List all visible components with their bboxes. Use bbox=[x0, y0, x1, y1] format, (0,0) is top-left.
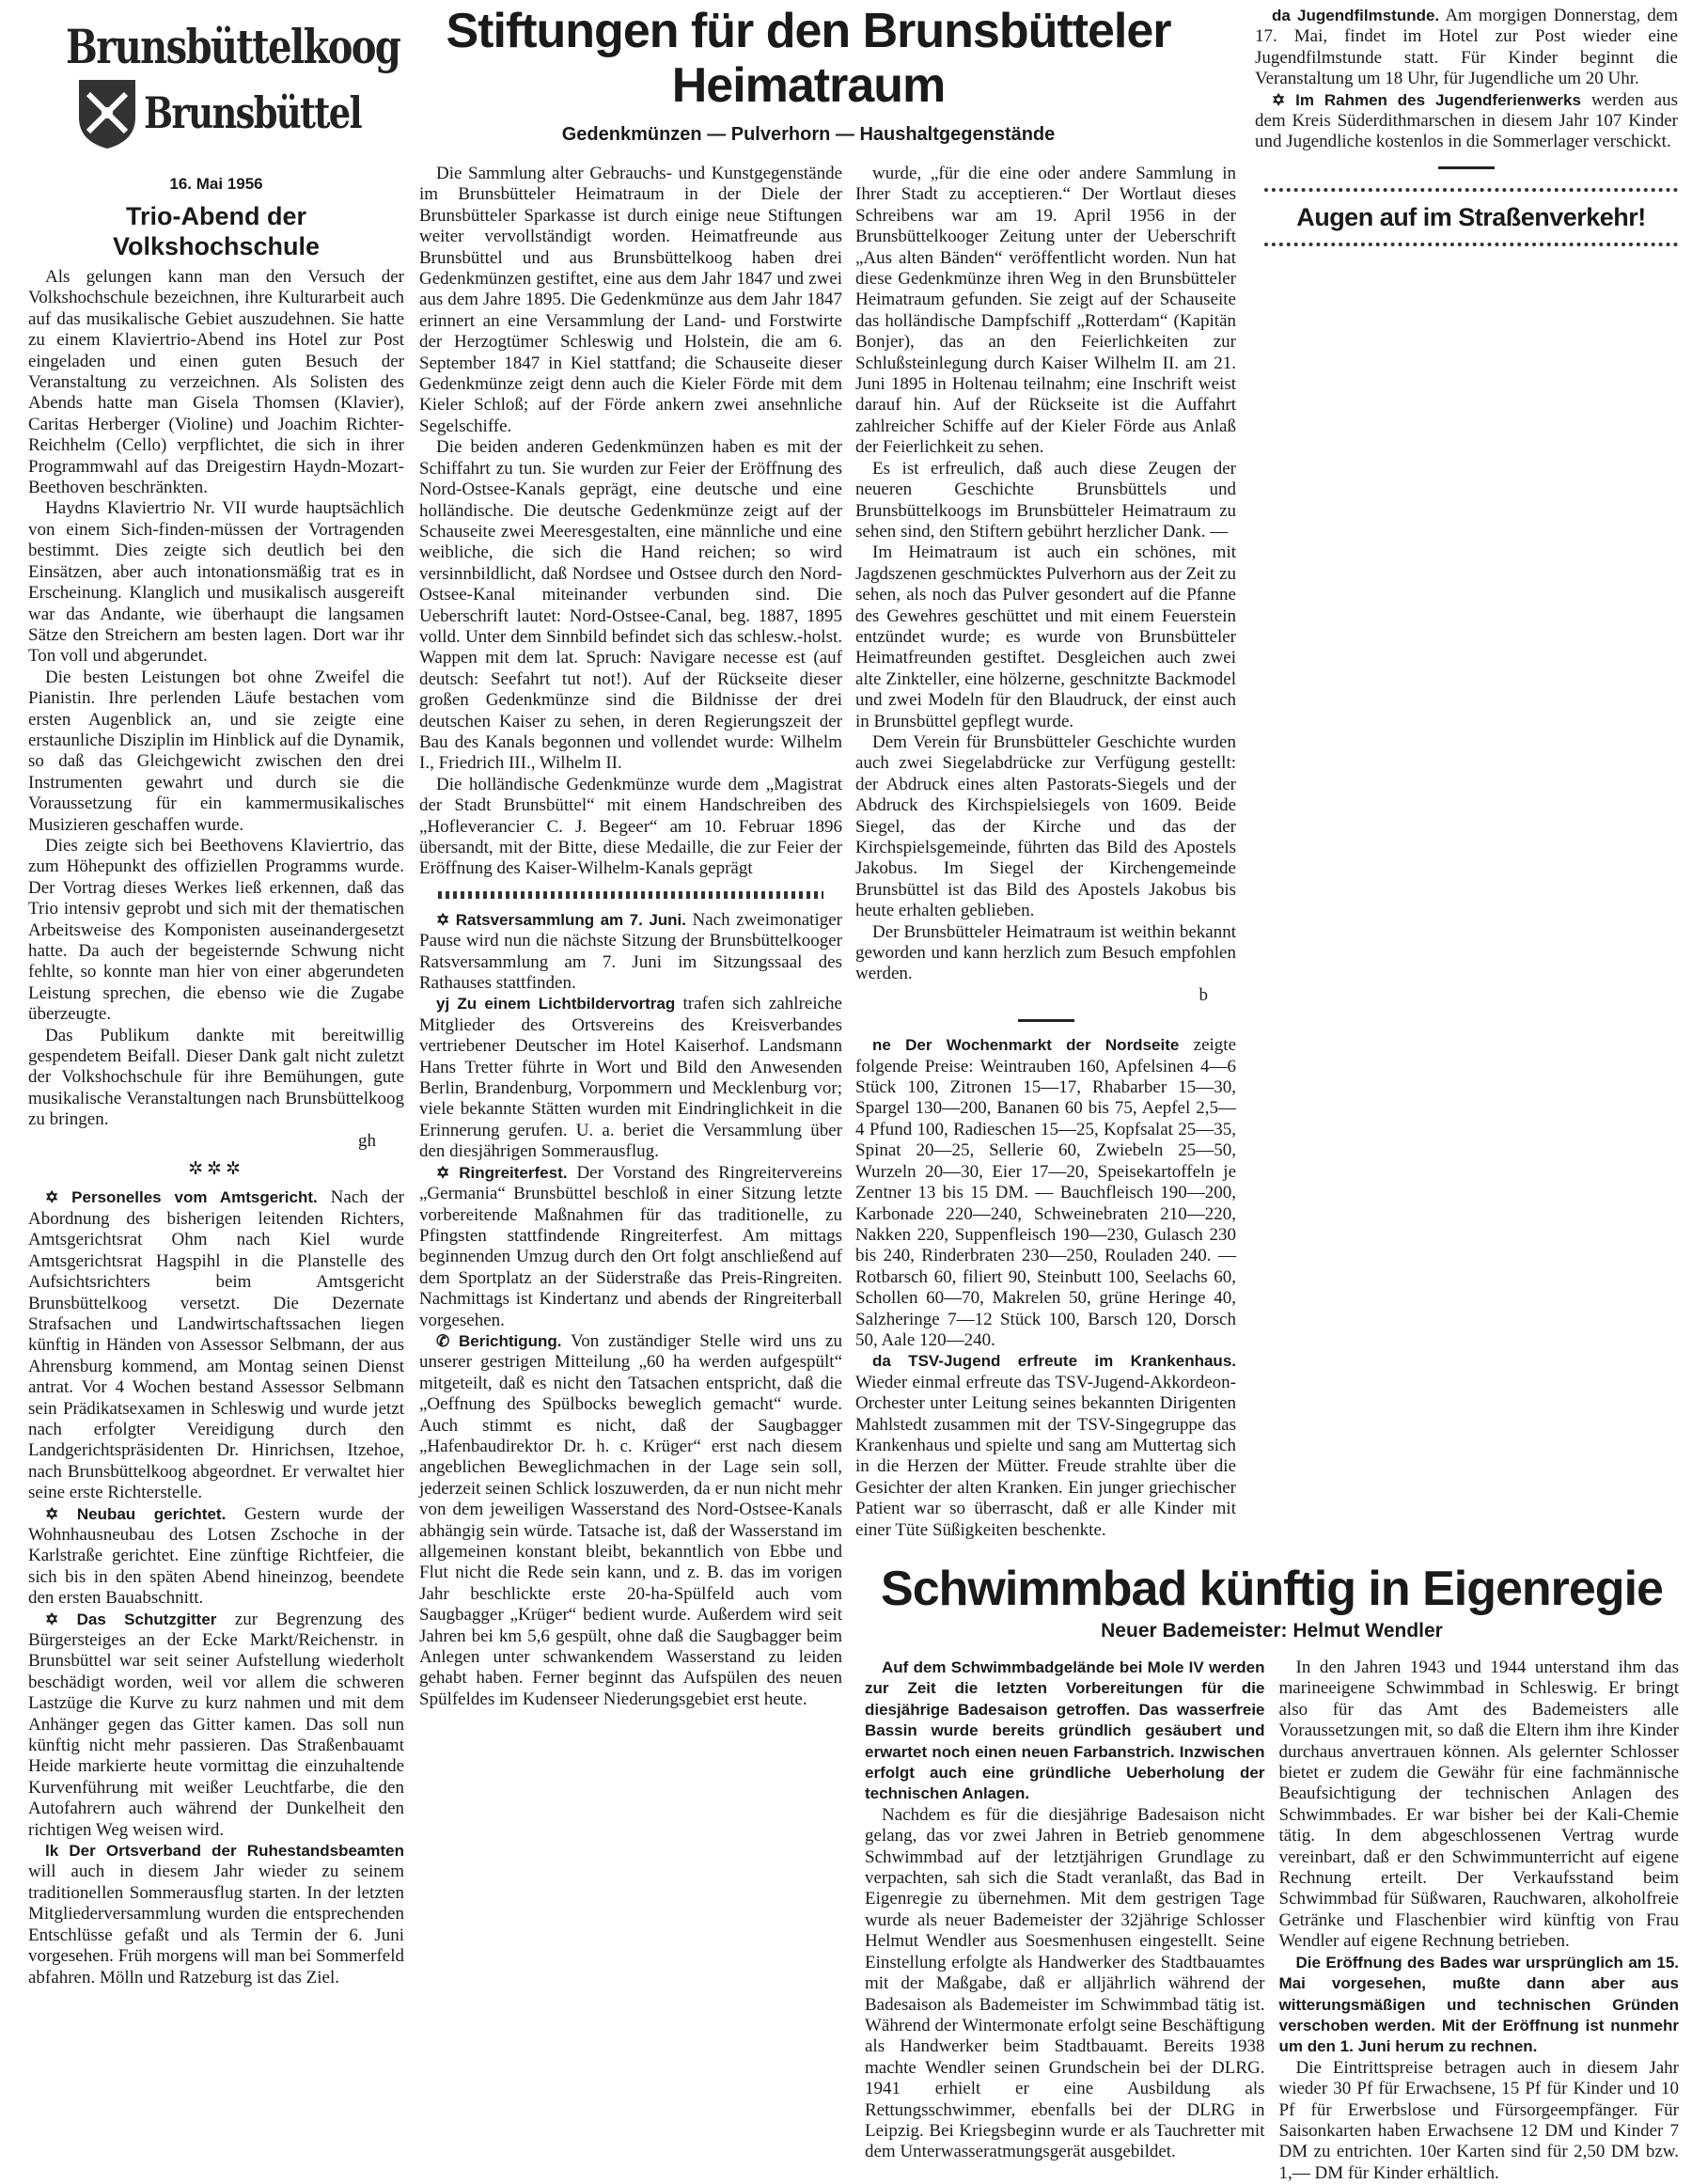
left-news bbox=[28, 1187, 404, 1988]
paragraph bbox=[419, 994, 842, 1162]
news-lead: da Jugendfilmstunde. bbox=[1272, 7, 1440, 24]
schwimmbad-column-a bbox=[865, 1658, 1265, 2184]
left-column bbox=[28, 267, 404, 1988]
paragraph-text: Gestern wurde der Wohnhausneubau des Lotsen Zschoche in der Karlstraße gerichtet. Eine zünftige Richtfeier, die sich bis in den späten Abend hineinzog, beendete den ersten Bauabschnitt. bbox=[28, 1503, 404, 1609]
masthead-line2: Brunsbüttel bbox=[143, 87, 361, 138]
paragraph-text: Nach der Abordnung des bisherigen leitenden Richters, Amtsgerichtsrat Ohm nach Kiel wurde Amtsgerichtsrat Hagspihl in die Planstelle des Aufsichtsrichters beim Amtsgericht Brunsbüttelkoog versetzt. Die Dezernate Strafsachen und Landwirtschaftssachen liegen künftig in Händen von Assessor Selbmann, der aus Ahrensburg kommend, am Montag seinen Dienst antrat. Vor 4 Wochen bestand Assessor Selbmann sein Prädikatsexamen in Schleswig und wurde jetzt nach erfolgter Vereidigung durch den Landgerichtspräsidenten Dr. Hinrichsen, Itzehoe, nach Brunsbüttelkoog abgeordnet. Er verwaltet hier seine erste Richterstelle. bbox=[28, 1187, 404, 1503]
paragraph bbox=[855, 459, 1236, 543]
paragraph bbox=[28, 1610, 404, 1841]
paragraph bbox=[28, 1187, 404, 1503]
paragraph-text: Die Sammlung alter Gebrauchs- und Kunstgegenstände im Brunsbütteler Heimatraum in der Diele der Brunsbütteler Sparkasse ist durch einige neue Stiftungen weiter vervollständigt worden. Heimatfreunde aus Brunsbüttel und aus Brunsbüttelkoog haben drei Gedenkmünzen gestiftet, eine aus dem Jahr 1847 und zwei aus dem Jahre 1895. Die Gedenkmünze aus dem Jahr 1847 erinnert an eine Versammlung der Land- und Forstwirte der Herzogtümer Schleswig und Holstein, die am 6. September 1847 in Kiel stattfand; die Schauseite dieser Gedenkmünze zeigt denn auch die Kieler Förde mit dem Kieler Schloß; auf der Förde ankern zwei ansehnliche Segelschiffe. bbox=[419, 164, 842, 436]
paragraph bbox=[855, 542, 1236, 732]
paragraph bbox=[28, 668, 404, 836]
paragraph-text: zeigte folgende Preise: Weintrauben 160, Apfelsinen 4—6 Stück 100, Zitronen 15—17, Rhabarber 15—30, Spargel 130—200, Bananen 60 bis 75, Aepfel 2,5—4 Pfund 100, Radieschen 15—25, Kopfsalat 25—35, Spinat 20—25, Sellerie 60, Zwiebeln 25—50, Wurzeln 20—30, Eier 17—20, Speisekartoffeln je Zentner 13 bis 15 DM. — Bauchfleisch 190—200, Karbonade 220—240, Schweinebraten 210—220, Nakken 220, Suppenfleisch 190—230, Gulasch 230 bis 240, Rinderbraten 230—250, Rouladen 240. — Rotbarsch 60, filiert 90, Steinbutt 100, Seelachs 60, Schollen 60—70, Makrelen 50, grüne Heringe 40, Salzheringe 7—12 Stück 100, Barsch 120, Dorsch 50, Aale 120—240. bbox=[855, 1035, 1237, 1350]
paragraph-text: In den Jahren 1943 und 1944 unterstand ihm das marineeigene Schwimmbad in Schleswig. Er bringt also für das Amt des Bademeisters alle Voraussetzungen mit, so daß die Eltern ihm ihre Kinder durchaus anvertrauen können. Als gelernter Schlosser bietet er zudem die Gewähr für eine fachmännische Beaufsichtigung der technischen Anlagen des Schwimmbades. Er war bisher bei der Kali-Chemie tätig. In dem abgeschlossenen Vertrag wurde vereinbart, daß er den Schwimmunterricht auf eigene Rechnung erteilt. Der Verkaufsstand beim Schwimmbad für Süßwaren, Rauchwaren, alkoholfreie Getränke und Flaschenbier wird künftig von Frau Wendler auf eigene Rechnung betrieben. bbox=[1278, 1658, 1679, 1952]
paragraph bbox=[855, 164, 1236, 459]
news-lead: ✆ Berichtigung. bbox=[436, 1331, 562, 1350]
paragraph bbox=[1279, 2058, 1680, 2184]
paragraph bbox=[419, 910, 842, 995]
traffic-banner: Augen auf im Straßenverkehr! bbox=[1264, 188, 1678, 246]
paragraph bbox=[855, 1035, 1236, 1351]
paragraph-text: trafen sich zahlreiche Mitglieder des Ortsvereins des Kreisverbandes vertriebener Deutscher im Hotel Kaiserhof. Landsmann Hans Tretter führte in Wort und Bild den Anwesenden Berlin, Brandenburg, Vorpommern und Mecklenburg vor; viele bekannte Stätten wurden mit Eindringlichkeit in die Erinnerung gerufen. U. a. beriet die Versammlung über den diesjährigen Sommerausflug. bbox=[419, 994, 842, 1162]
trio-article bbox=[28, 267, 404, 1152]
schwimmbad-article bbox=[855, 1560, 1679, 2184]
paragraph bbox=[865, 1658, 1265, 1805]
paragraph bbox=[855, 732, 1236, 922]
right-news bbox=[855, 1035, 1236, 1541]
bold-intro: Die Eröffnung des Bades war ursprünglich am 15. Mai vorgesehen, mußte dann aber aus witterungsmäßigen und technischen Gründen verschoben werden. Mit der Eröffnung ist nunmehr um den 1. Juni herum zu rechnen. bbox=[1278, 1953, 1679, 2056]
news-lead: ne Der Wochenmarkt der Nordseite bbox=[872, 1036, 1180, 1055]
middle-column-a bbox=[419, 164, 842, 1710]
paragraph-text: Am morgigen Donnerstag, dem 17. Mai, findet im Hotel zur Post wieder eine Jugendfilmstunde statt. Für Kinder beginnt die Veranstaltung um 18 Uhr, für Jugendliche um 20 Uhr. bbox=[1255, 6, 1678, 89]
paragraph-text: Der Brunsbütteler Heimatraum ist weithin bekannt geworden und kann herzlich zum Besuch empfohlen werden. bbox=[855, 921, 1236, 984]
news-lead: ✡ Im Rahmen des Jugendferienwerks bbox=[1272, 90, 1581, 109]
stiftungen-article-part2 bbox=[855, 164, 1236, 1006]
divider-rule bbox=[1438, 166, 1495, 169]
divider-stars: ✲✲✲ bbox=[188, 1159, 244, 1180]
middle-column-b bbox=[855, 164, 1236, 1541]
paragraph-text: zur Begrenzung des Bürgersteiges an der Ecke Markt/Reichenstr. in Brunsbüttel war seit seiner Aufstellung wiederholt beschädigt worden, weil vor allem die schweren Lastzüge die Kurve zu kurz nahmen und mit dem Anhänger gegen das Gitter kamen. Das soll nun künftig nicht mehr passieren. Das Straßenbauamt Heide markierte heute vormittag die einzuhaltende Kurvenführung mit weißer Leuchtfarbe, die den Autofahrern auch während der Dunkelheit den richtigen Weg weisen wird. bbox=[28, 1609, 404, 1840]
issue-date: 16. Mai 1956 bbox=[169, 175, 263, 193]
bold-intro: Auf dem Schwimmbadgelände bei Mole IV werden zur Zeit die letzten Vorbereitungen für die diesjährige Badesaison getroffen. Das wasserfreie Bassin wurde bereits gründlich gesäubert und erwartet noch einen neuen Farbanstrich. Inzwischen erfolgt auch eine gründliche Ueberholung der technischen Anlagen. bbox=[865, 1658, 1265, 1803]
paragraph-text: werden aus dem Kreis Süderdithmarschen in diesem Jahr 107 Kinder und Jugendliche kostenlos in die Sommerlager verschickt. bbox=[1255, 89, 1678, 152]
paragraph bbox=[855, 922, 1236, 1007]
paragraph-text: Von zuständiger Stelle wird uns zu unserer gestrigen Mitteilung „60 ha werden aufgespült“ mitgeteilt, daß es nicht den Tatsachen entspricht, daß die „Oeffnung des Spülbocks beweglich gemacht“ wurde. Auch stimmt es nicht, daß der Saugbagger „Hafenbaudirektor Dr. h. c. Krüger“ erst nach diesem angeblichen Beweglichmachen in der Lage sein soll, jederzeit seinen Schlick loszuwerden, da er nun nicht mehr von dem jeweiligen Wasserstand des Nord-Ostsee-Kanals abhängig sein würde. Tatsache ist, daß der Wasserstand im allgemeinen konstant bleibt, bekanntlich von Ebbe und Flut nicht die Rede sein kann, und z. B. das im vorigen Jahr beschlickte erste 20-ha-Spülfeld auch vom Saugbagger „Krüger“ bedient wurde. Außerdem wird seit Jahren bei km 5,6 gespült, ohne daß die Saugbagger beim Anlegen unter schwankendem Wasserstand zu leiden gehabt haben. Ferner beginnt das Aufspülen des neuen Spülfeldes im Kudenseer Niederungsgebiet erst heute. bbox=[419, 1330, 842, 1709]
paragraph-text: wurde, „für die eine oder andere Sammlung in Ihrer Stadt zu acceptieren.“ Der Wortlaut dieses Schreibens war am 19. April 1956 in der Brunsbüttelkooger Zeitung unter der Ueberschrift „Aus alten Bänden“ veröffentlicht worden. Nun hat diese Gedenkmünze ihren Weg in den Brunsbütteler Heimatraum gefunden. Sie zeigt auf der Schauseite das holländische Dampfschiff „Rotterdam“ (Kapitän Bonjer), das an den Feierlichkeiten zur Schlußsteinlegung durch Kaiser Wilhelm II. am 21. Juni 1895 in Holtenau teilnahm; eine Inschrift weist darauf hin. Auf der Rückseite ist die Auffahrt zahlreicher Schiffe auf der Kieler Förde aus Anlaß der Feierlichkeit zu sehen. bbox=[855, 164, 1236, 458]
news-lead: ✡ Ringreiterfest. bbox=[436, 1163, 568, 1182]
masthead-line1: Brunsbüttelkoog bbox=[66, 19, 400, 74]
coat-of-arms-icon bbox=[74, 75, 140, 150]
top-right-column bbox=[1255, 6, 1678, 246]
news-lead: ✡ Neubau gerichtet. bbox=[45, 1504, 227, 1523]
author-signature: b bbox=[1198, 984, 1208, 1005]
stiftungen-subtitle: Gedenkmünzen — Pulverhorn — Haushaltgegenstände bbox=[561, 124, 1056, 145]
paragraph-text: Als gelungen kann man den Versuch der Volkshochschule bezeichnen, ihre Kulturarbeit auch auf das musikalische Gebiet auszudehnen. Sie hatte zu einem Klaviertrio-Abend ins Hotel zur Post eingeladen und einen guten Besuch der Veranstaltung zu verzeichnen. Als Solisten des Abends hatte man Gisela Thomsen (Klavier), Caritas Herberger (Violine) und Joachim Richter-Reichhelm (Cello) verpflichtet, die sich in ihrer Programmwahl auf das Dreigestirn Haydn-Mozart-Beethoven beschränkten. bbox=[28, 267, 404, 498]
paragraph bbox=[419, 775, 842, 880]
right-region bbox=[855, 164, 1679, 2184]
paragraph bbox=[419, 1163, 842, 1331]
paragraph-text: Nach zweimonatiger Pause wird nun die nächste Sitzung der Brunsbüttelkooger Ratsversammlung am 7. Juni im Sitzungssaal des Rathauses stattfinden. bbox=[419, 909, 843, 994]
top-right-news bbox=[1255, 6, 1678, 153]
paragraph-text: Die besten Leistungen bot ohne Zweifel die Pianistin. Ihre perlenden Läufe bestachen vom ersten Augenblick an, und sie zeigte eine erstaunliche Disziplin im Hinblick auf die Dynamik, so daß das Gleichgewicht zwischen den drei Instrumenten gewahrt und durch sie die Voraussetzung für ein kammermusikalisches Musizieren geschaffen wurde. bbox=[28, 667, 404, 835]
paragraph-text: Dies zeigte sich bei Beethovens Klaviertrio, das zum Höhepunkt des offiziellen Programms wurde. Der Vortrag dieses Werkes ließ erkennen, daß das Trio intensiv geprobt und sich mit der thematischen Arbeitsweise des Komponisten auseinandergesetzt hatte. Da auch der begeisternde Schwung nicht fehlte, so konnte man hier von einer abgerundeten Leistung sprechen, die ebenso wie die Zugabe überzeugte. bbox=[28, 835, 404, 1025]
paragraph bbox=[28, 836, 404, 1026]
paragraph-text: Die holländische Gedenkmünze wurde dem „Magistrat der Stadt Brunsbüttel“ mit einem Handschreiben des „Hofleverancier C. J. Begeer“ am 10. Februar 1896 übersandt, mit der Bitte, diese Medaille, die zur Feier der Eröffnung des Kaiser-Wilhelm-Kanals geprägt bbox=[419, 774, 842, 879]
schwimmbad-subtitle: Neuer Bademeister: Helmut Wendler bbox=[1101, 1620, 1443, 1642]
stiftungen-headline: Stiftungen für den Brunsbütteler Heimatraum bbox=[446, 4, 1171, 113]
paragraph-text: will auch in diesem Jahr wieder zu seinem traditionellen Sommerausflug starten. In der letzten Mitgliederversammlung wurden die entsprechenden Entschlüsse gefaßt und als Termin der 6. Juni vorgesehen. Früh morgens will man bei Sommerfeld abfahren. Mölln und Ratzeburg ist das Ziel. bbox=[28, 1862, 404, 1988]
paragraph-text: Das Publikum dankte mit bereitwillig gespendetem Beifall. Dieser Dank galt nicht zuletzt der Volkshochschule für ihre Bemühungen, gute musikalische Veranstaltungen nach Brunsbüttelkoog zu bringen. bbox=[28, 1025, 404, 1130]
paragraph bbox=[855, 1351, 1236, 1541]
paragraph bbox=[865, 1805, 1265, 2163]
news-lead: lk Der Ortsverband der Ruhestandsbeamten bbox=[45, 1842, 404, 1861]
schwimmbad-column-b bbox=[1279, 1658, 1680, 2184]
paragraph bbox=[419, 164, 842, 437]
paragraph bbox=[1255, 6, 1678, 90]
paragraph-text: Im Heimatraum ist auch ein schönes, mit Jagdszenen geschmücktes Pulverhorn aus der Zeit zu sehen, als noch das Pulver gesondert auf die Pfanne des Gewehres geschüttet und mit einem Feuerstein entzündet wurde; es wurde von Brunsbütteler Heimatfreunden gestiftet. Desgleichen auch zwei alte Zinkteller, eine hölzerne, geschnitzte Backmodel und zwei Modeln für den Blaudruck, der einst auch in Brunsbüttel gepflegt wurde. bbox=[855, 542, 1236, 731]
paragraph bbox=[28, 1504, 404, 1610]
paragraph bbox=[1279, 1658, 1680, 1953]
news-lead: ✡ Personelles vom Amtsgericht. bbox=[45, 1188, 318, 1207]
paragraph-text: Dem Verein für Brunsbütteler Geschichte wurden auch zwei Siegelabdrücke zur Verfügung gestellt: der Abdruck eines alten Pastorats-Siegels und der Abdruck des Kirchspielsiegels von 1609. Beide Siegel, das der Kirche und das der Kirchspielsgemeinde, führten das Bild des Apostels Jakobus. Im Siegel der Kirchengemeinde Brunsbüttel ist das Bild des Apostels Jakobus bis heute erhalten geblieben. bbox=[855, 731, 1236, 921]
author-signature: gh bbox=[358, 1130, 376, 1151]
middle-news bbox=[419, 910, 842, 1710]
paragraph bbox=[28, 498, 404, 667]
paragraph-text: Nachdem es für die diesjährige Badesaison nicht gelang, das vor zwei Jahren in Betrieb genommene Schwimmbad auf der letztjährigen Grundlage zu verpachten, sah sich die Stadt veranlaßt, das Bad in Eigenregie zu übernehmen. Mit dem gestrigen Tage wurde als neuer Bademeister der 32jährige Schlosser Helmut Wendler aus Soesmenhusen eingestellt. Seine Einstellung erfolgte als Handwerker des Stadtbauamtes mit der Maßgabe, daß er alljährlich während der Badesaison als Bademeister im Schwimmbad tätig ist. Während der Wintermonate erfolgt seine Beschäftigung als Handwerker beim Stadtbauamt. Bereits 1938 machte Wendler seinen Grundschein bei der DLRG. 1941 erhielt er eine Ausbildung als Rettungsschwimmer, ebenfalls bei der DLRG in Leipzig. Bei Kriegsbeginn wurde er als Tauchretter mit dem Unterwasseratmungsgerät ausgebildet. bbox=[865, 1804, 1265, 2162]
schwimmbad-headline: Schwimmbad künftig in Eigenregie bbox=[881, 1562, 1663, 1616]
paragraph bbox=[28, 267, 404, 498]
paragraph bbox=[1279, 1953, 1680, 2058]
paragraph bbox=[28, 1026, 404, 1152]
paragraph-text: Wieder einmal erfreute das TSV-Jugend-Akkordeon-Orchester unter Leitung seines bekannten Dirigenten Mahlstedt zusammen mit der TSV-Singegruppe das Krankenhaus und spielte und sang am Muttertag sich in die Herzen der Mütter. Freude strahlte über die Gesichter der alten Kranken. Ein junger griechischer Patient war so überrascht, daß er alle Kinder mit einer Tüte Süßigkeiten beschenkte. bbox=[855, 1372, 1236, 1540]
paragraph-text: Haydns Klaviertrio Nr. VII wurde hauptsächlich von einem Sich-finden-müssen der Vortragenden bestimmt. Dies zeigte sich deutlich bei den Einsätzen, aber auch intonationsmäßig trat es in Erscheinung. Klanglich und musikalisch ausgereift war das Andante, wie überhaupt die langsamen Sätze den Streichern am besten lagen. Dort war ihr Ton voll und abgerundet. bbox=[28, 498, 404, 667]
trio-headline: Trio-Abend der Volkshochschule bbox=[112, 202, 321, 260]
paragraph-text: Es ist erfreulich, daß auch diese Zeugen der neueren Geschichte Brunsbüttels und Brunsbüttelkoogs im Brunsbütteler Heimatraum zu sehen sind, den Stiftern gebührt herzlicher Dank. — bbox=[855, 458, 1236, 542]
divider-rule bbox=[1018, 1019, 1074, 1022]
paragraph-text: Die beiden anderen Gedenkmünzen haben es mit der Schiffahrt zu tun. Sie wurden zur Feier der Eröffnung des Nord-Ostsee-Kanals geprägt, eine deutsche und eine holländische. Die deutsche Gedenkmünze zeigt auf der Schauseite zwei Meeresgestalten, eine männliche und eine weibliche, die sich die Hand reichen; so wird versinnbildlicht, daß Nordsee und Ostsee durch den Nord-Ostsee-Kanal miteinander verbunden sind. Die Ueberschrift lautet: Nord-Ostsee-Canal, beg. 1887, 1895 volld. Unter dem Sinnbild befindet sich das schlesw.-holst. Wappen mit dem lat. Spruch: Navigare necesse est (auf deutsch: Seefahrt tut not!). Auf der Rückseite dieser großen Gedenkmünze sind die Bildnisse der drei deutschen Kaiser zu sehen, in deren Regierungszeit der Bau des Kanals begonnen und vollendet wurde: Wilhelm I., Friedrich III., Wilhelm II. bbox=[419, 437, 842, 774]
ornament-divider bbox=[438, 891, 823, 899]
stiftungen-article-part1 bbox=[419, 164, 842, 880]
paragraph bbox=[419, 1331, 842, 1710]
paragraph-text: Die Eintrittspreise betragen auch in diesem Jahr wieder 30 Pf für Erwachsene, 15 Pf für Kinder und 10 Pf für Erwerbslose und Fürsorgeempfänger. Für Saisonkarten haben Erwachsene 12 DM und Kinder 7 DM zu entrichten. 10er Karten sind für 2,50 DM bzw. 1,— DM für Kinder erhältlich. bbox=[1278, 2057, 1679, 2183]
news-lead: da TSV-Jugend erfreute im Krankenhaus. bbox=[872, 1352, 1236, 1371]
paragraph bbox=[28, 1841, 404, 1988]
news-lead: yj Zu einem Lichtbildervortrag bbox=[436, 995, 676, 1013]
paragraph bbox=[419, 437, 842, 775]
news-lead: ✡ Ratsversammlung am 7. Juni. bbox=[436, 910, 686, 929]
masthead bbox=[28, 19, 404, 150]
news-lead: ✡ Das Schutzgitter bbox=[45, 1610, 217, 1628]
paragraph-text: Der Vorstand des Ringreitervereins „Germania“ Brunsbüttel beschloß in einer Sitzung letzte vorbereitende Maßnahmen für das traditionelle, zu Pfingsten stattfindende Ringreiterfest. Am mittags beginnenden Umzug durch den Ort folgt anschließend auf dem Sportplatz an der Süderstraße das Preis-Ringreiten. Nachmittags ist Kindertanz und abends der Ringreiterball vorgesehen. bbox=[419, 1162, 842, 1330]
paragraph bbox=[1255, 90, 1678, 153]
